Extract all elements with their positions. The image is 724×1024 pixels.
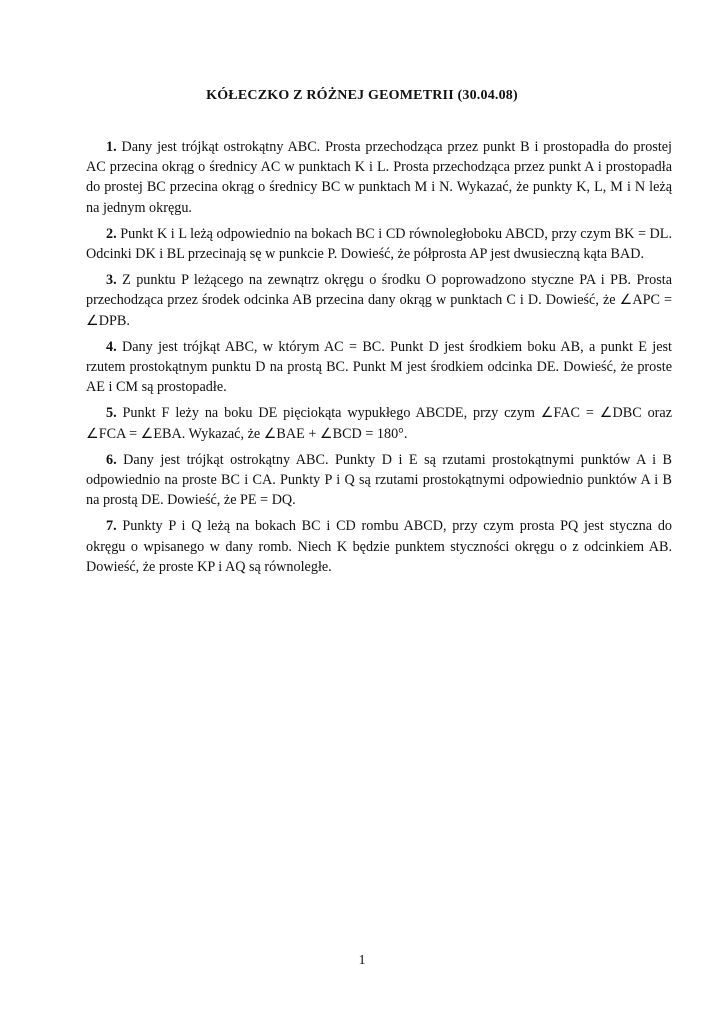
problem-number: 1. bbox=[106, 139, 117, 155]
problem-item bbox=[86, 337, 672, 398]
problem-item bbox=[86, 516, 672, 577]
problem-item bbox=[86, 450, 672, 511]
problem-text: Punkt F leży na boku DE pięciokąta wypukłego ABCDE, przy czym ∠FAC = ∠DBC oraz ∠FCA = ∠EBA. Wykazać, że ∠BAE + ∠BCD = 180°. bbox=[86, 405, 672, 442]
problem-number: 4. bbox=[106, 338, 117, 355]
problem-item bbox=[86, 137, 672, 218]
problem-number: 6. bbox=[106, 451, 117, 468]
page-number: 1 bbox=[358, 953, 366, 968]
problem-list bbox=[86, 137, 672, 583]
problem-text: Dany jest trójkąt ostrokątny ABC. Prosta przechodząca przez punkt B i prostopadła do prostej AC przecina okrąg o średnicy AC w punktach K i L. Prosta przechodząca przez punkt A i prostopadła do prostej BC przecina okrąg o średnicy BC w punktach M i N. Wykazać, że punkty K, L, M i N leżą na jednym okręgu. bbox=[86, 139, 672, 216]
problem-number: 7. bbox=[106, 518, 117, 535]
document-title: KÓŁECZKO Z RÓŻNEJ GEOMETRII (30.04.08) bbox=[206, 88, 518, 103]
problem-item bbox=[86, 270, 672, 331]
problem-item bbox=[86, 403, 672, 443]
problem-text: Dany jest trójkąt ABC, w którym AC = BC. Punkt D jest środkiem boku AB, a punkt E jest rzutem prostokątnym punktu D na prostą BC. Punkt M jest środkiem odcinka DE. Dowieść, że proste AE i CM są prostopadłe. bbox=[86, 338, 672, 396]
problem-text: Punkt K i L leżą odpowiednio na bokach BC i CD równoległoboku ABCD, przy czym BK = DL. Odcinki DK i BL przecinają sę w punkcie P. Dowieść, że półprosta AP jest dwusieczną kąta BAD. bbox=[86, 225, 673, 263]
problem-item bbox=[86, 224, 672, 264]
problem-text: Punkty P i Q leżą na bokach BC i CD rombu ABCD, przy czym prosta PQ jest styczna do okręgu o wpisanego w dany romb. Niech K będzie punktem styczności okręgu o z odcinkiem AB. Dowieść, że proste KP i AQ są równoległe. bbox=[86, 518, 673, 575]
problem-text: Dany jest trójkąt ostrokątny ABC. Punkty D i E są rzutami prostokątnymi punktów A i B odpowiednio na proste BC i CA. Punkty P i Q są rzutami prostokątnymi odpowiednio punktów A i B na prostą DE. Dowieść, że PE = DQ. bbox=[86, 451, 673, 509]
problem-number: 3. bbox=[106, 272, 117, 289]
problem-number: 2. bbox=[106, 225, 117, 242]
problem-number: 5. bbox=[106, 405, 117, 422]
problem-text: Z punktu P leżącego na zewnątrz okręgu o środku O poprowadzono styczne PA i PB. Prosta przechodząca przez środek odcinka AB przecina dany okrąg w punktach C i D. Dowieść, że ∠APC = ∠DPB. bbox=[86, 272, 673, 329]
